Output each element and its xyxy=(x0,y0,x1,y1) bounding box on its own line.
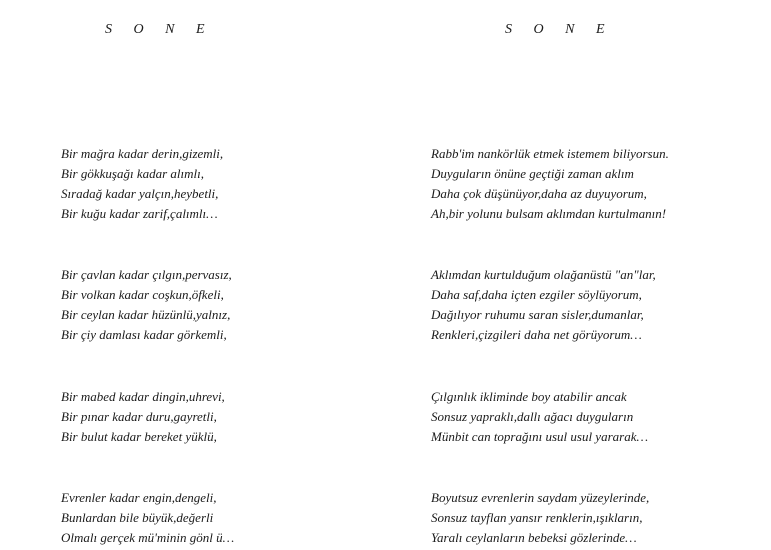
poem-line: Bunlardan bile büyük,değerli xyxy=(61,510,214,525)
poem-line: Bir mabed kadar dingin,uhrevi, xyxy=(61,389,225,404)
stanza xyxy=(55,265,395,345)
poem-line: Duyguların önüne geçtiği zaman aklım xyxy=(431,166,634,181)
poem-line: Sonsuz yapraklı,dallı ağacı duyguların xyxy=(431,409,634,424)
poem-line: Ah,bir yolunu bulsam aklımdan kurtulmanın! xyxy=(431,206,667,221)
poem-line: Aklımdan kurtulduğum olağanüstü "an"lar, xyxy=(431,267,656,282)
poem-line: Bir bulut kadar bereket yüklü, xyxy=(61,429,217,444)
poem-line: Bir gökkuşağı kadar alımlı, xyxy=(61,166,204,181)
stanza xyxy=(55,488,395,548)
poem-right xyxy=(425,0,765,550)
poem-line: Bir mağra kadar derin,gizemli, xyxy=(61,146,224,161)
poem-line: Evrenler kadar engin,dengeli, xyxy=(61,490,217,505)
poem-line: Bir volkan kadar coşkun,öfkeli, xyxy=(61,287,224,302)
poem-line: Sıradağ kadar yalçın,heybetli, xyxy=(61,186,219,201)
stanza xyxy=(425,144,765,224)
poem-line: Bir çiy damlası kadar görkemli, xyxy=(61,327,227,342)
stanza xyxy=(55,387,395,447)
stanza xyxy=(55,144,395,224)
stanza xyxy=(425,488,765,548)
stanza xyxy=(425,265,765,345)
poem-line: Renkleri,çizgileri daha net görüyorum… xyxy=(431,327,642,342)
poem-line: Daha saf,daha içten ezgiler söylüyorum, xyxy=(431,287,642,302)
poem-line: Rabb'im nankörlük etmek istemem biliyorsun. xyxy=(431,146,669,161)
poem-line: Yaralı ceylanların bebeksi gözlerinde… xyxy=(431,530,637,545)
poem-line: Bir çavlan kadar çılgın,pervasız, xyxy=(61,267,232,282)
poem-title: S O N E xyxy=(505,22,614,37)
poem-line: Daha çok düşünüyor,daha az duyuyorum, xyxy=(431,186,647,201)
poem-line: Bir kuğu kadar zarif,çalımlı… xyxy=(61,206,218,221)
poem-line: Bir pınar kadar duru,gayretli, xyxy=(61,409,217,424)
poem-line: Dağılıyor ruhumu saran sisler,dumanlar, xyxy=(431,307,644,322)
poem-left xyxy=(55,0,395,550)
poem-title: S O N E xyxy=(105,22,214,37)
poem-line: Boyutsuz evrenlerin saydam yüzeylerinde, xyxy=(431,490,650,505)
poem-line: Olmalı gerçek mü'minin gönl ü… xyxy=(61,530,235,545)
poem-line: Münbit can toprağını usul usul yararak… xyxy=(431,429,649,444)
stanza xyxy=(425,387,765,447)
poem-line: Bir ceylan kadar hüzünlü,yalnız, xyxy=(61,307,231,322)
poem-line: Çılgınlık ikliminde boy atabilir ancak xyxy=(431,389,627,404)
poem-line: Sonsuz tayflan yansır renklerin,ışıkların, xyxy=(431,510,643,525)
